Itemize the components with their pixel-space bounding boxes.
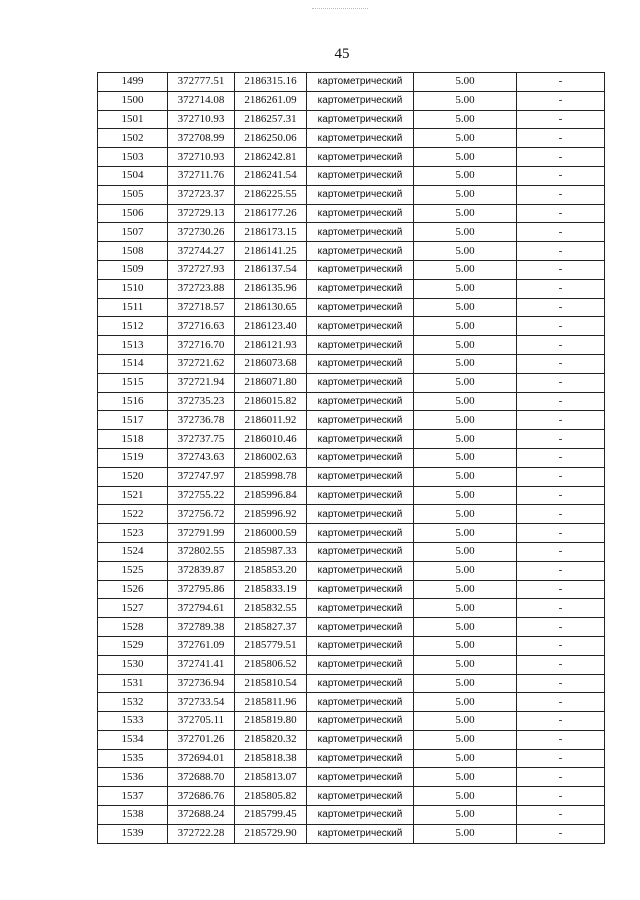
cell-y-coordinate: 2185819.80 [235,712,307,731]
cell-accuracy: 5.00 [414,712,517,731]
table-row [98,110,605,129]
table-row [98,411,605,430]
cell-note: - [517,806,605,825]
cell-y-coordinate: 2185779.51 [235,636,307,655]
cell-method: картометрический [307,768,414,787]
cell-accuracy: 5.00 [414,354,517,373]
cell-x-coordinate: 372789.38 [168,618,235,637]
cell-point-number: 1531 [98,674,168,693]
table-row [98,674,605,693]
cell-x-coordinate: 372736.94 [168,674,235,693]
coordinates-table-body [98,73,605,844]
table-row [98,166,605,185]
cell-point-number: 1518 [98,430,168,449]
cell-method: картометрический [307,204,414,223]
cell-accuracy: 5.00 [414,730,517,749]
cell-x-coordinate: 372736.78 [168,411,235,430]
cell-note: - [517,824,605,843]
cell-x-coordinate: 372744.27 [168,242,235,261]
cell-method: картометрический [307,279,414,298]
cell-method: картометрический [307,411,414,430]
cell-point-number: 1507 [98,223,168,242]
cell-accuracy: 5.00 [414,148,517,167]
cell-y-coordinate: 2186315.16 [235,73,307,92]
cell-x-coordinate: 372686.76 [168,787,235,806]
table-row [98,806,605,825]
cell-accuracy: 5.00 [414,580,517,599]
cell-accuracy: 5.00 [414,223,517,242]
cell-method: картометрический [307,674,414,693]
cell-y-coordinate: 2186000.59 [235,524,307,543]
cell-method: картометрический [307,787,414,806]
cell-x-coordinate: 372791.99 [168,524,235,543]
cell-y-coordinate: 2185833.19 [235,580,307,599]
cell-accuracy: 5.00 [414,486,517,505]
cell-point-number: 1535 [98,749,168,768]
table-row [98,279,605,298]
cell-y-coordinate: 2185813.07 [235,768,307,787]
cell-y-coordinate: 2185998.78 [235,467,307,486]
cell-x-coordinate: 372802.55 [168,542,235,561]
table-row [98,392,605,411]
cell-point-number: 1526 [98,580,168,599]
cell-accuracy: 5.00 [414,260,517,279]
cell-y-coordinate: 2186011.92 [235,411,307,430]
cell-y-coordinate: 2186225.55 [235,185,307,204]
cell-x-coordinate: 372795.86 [168,580,235,599]
cell-y-coordinate: 2186250.06 [235,129,307,148]
cell-note: - [517,354,605,373]
cell-point-number: 1502 [98,129,168,148]
cell-note: - [517,185,605,204]
table-row [98,448,605,467]
cell-note: - [517,524,605,543]
cell-note: - [517,580,605,599]
cell-y-coordinate: 2186135.96 [235,279,307,298]
cell-accuracy: 5.00 [414,279,517,298]
cell-x-coordinate: 372735.23 [168,392,235,411]
cell-x-coordinate: 372711.76 [168,166,235,185]
cell-note: - [517,636,605,655]
table-row [98,618,605,637]
cell-accuracy: 5.00 [414,448,517,467]
cell-x-coordinate: 372694.01 [168,749,235,768]
cell-point-number: 1530 [98,655,168,674]
cell-note: - [517,693,605,712]
table-row [98,824,605,843]
cell-y-coordinate: 2186177.26 [235,204,307,223]
cell-method: картометрический [307,317,414,336]
cell-y-coordinate: 2186242.81 [235,148,307,167]
table-row [98,636,605,655]
cell-x-coordinate: 372727.93 [168,260,235,279]
cell-method: картометрический [307,749,414,768]
cell-accuracy: 5.00 [414,561,517,580]
cell-method: картометрический [307,298,414,317]
cell-x-coordinate: 372710.93 [168,148,235,167]
cell-accuracy: 5.00 [414,336,517,355]
cell-accuracy: 5.00 [414,824,517,843]
table-row [98,373,605,392]
cell-point-number: 1520 [98,467,168,486]
cell-x-coordinate: 372755.22 [168,486,235,505]
cell-x-coordinate: 372777.51 [168,73,235,92]
cell-method: картометрический [307,580,414,599]
table-row [98,655,605,674]
cell-accuracy: 5.00 [414,524,517,543]
cell-point-number: 1513 [98,336,168,355]
table-row [98,580,605,599]
cell-accuracy: 5.00 [414,806,517,825]
table-row [98,730,605,749]
cell-point-number: 1500 [98,91,168,110]
cell-note: - [517,260,605,279]
cell-method: картометрический [307,242,414,261]
table-row [98,298,605,317]
cell-method: картометрический [307,185,414,204]
cell-y-coordinate: 2185810.54 [235,674,307,693]
cell-point-number: 1521 [98,486,168,505]
cell-point-number: 1539 [98,824,168,843]
cell-accuracy: 5.00 [414,411,517,430]
cell-method: картометрический [307,824,414,843]
cell-method: картометрический [307,166,414,185]
cell-note: - [517,166,605,185]
cell-method: картометрический [307,129,414,148]
cell-x-coordinate: 372721.62 [168,354,235,373]
cell-y-coordinate: 2185832.55 [235,599,307,618]
cell-note: - [517,148,605,167]
cell-x-coordinate: 372701.26 [168,730,235,749]
table-row [98,336,605,355]
cell-accuracy: 5.00 [414,185,517,204]
cell-point-number: 1505 [98,185,168,204]
cell-point-number: 1533 [98,712,168,731]
cell-note: - [517,317,605,336]
cell-point-number: 1529 [98,636,168,655]
table-row [98,542,605,561]
cell-accuracy: 5.00 [414,749,517,768]
cell-y-coordinate: 2186073.68 [235,354,307,373]
cell-point-number: 1528 [98,618,168,637]
table-row [98,260,605,279]
cell-point-number: 1525 [98,561,168,580]
coordinates-table [97,72,605,844]
cell-accuracy: 5.00 [414,91,517,110]
cell-method: картометрический [307,561,414,580]
cell-note: - [517,749,605,768]
cell-method: картометрический [307,448,414,467]
table-row [98,787,605,806]
cell-note: - [517,768,605,787]
cell-note: - [517,223,605,242]
cell-x-coordinate: 372729.13 [168,204,235,223]
cell-method: картометрический [307,693,414,712]
table-row [98,242,605,261]
cell-point-number: 1523 [98,524,168,543]
cell-point-number: 1538 [98,806,168,825]
cell-accuracy: 5.00 [414,787,517,806]
cell-method: картометрический [307,636,414,655]
cell-point-number: 1532 [98,693,168,712]
cell-accuracy: 5.00 [414,298,517,317]
cell-method: картометрический [307,430,414,449]
cell-x-coordinate: 372721.94 [168,373,235,392]
cell-x-coordinate: 372714.08 [168,91,235,110]
cell-point-number: 1509 [98,260,168,279]
table-row [98,185,605,204]
cell-note: - [517,129,605,148]
cell-method: картометрический [307,730,414,749]
cell-note: - [517,655,605,674]
cell-x-coordinate: 372688.70 [168,768,235,787]
cell-note: - [517,110,605,129]
table-row [98,148,605,167]
cell-accuracy: 5.00 [414,674,517,693]
page-number: 45 [334,46,350,62]
table-row [98,204,605,223]
cell-point-number: 1534 [98,730,168,749]
table-row [98,129,605,148]
cell-note: - [517,73,605,92]
cell-point-number: 1537 [98,787,168,806]
cell-point-number: 1503 [98,148,168,167]
table-row [98,505,605,524]
cell-point-number: 1514 [98,354,168,373]
cell-accuracy: 5.00 [414,768,517,787]
cell-y-coordinate: 2185820.32 [235,730,307,749]
cell-y-coordinate: 2186261.09 [235,91,307,110]
cell-method: картометрический [307,806,414,825]
cell-y-coordinate: 2186257.31 [235,110,307,129]
cell-method: картометрический [307,524,414,543]
cell-point-number: 1522 [98,505,168,524]
cell-y-coordinate: 2185987.33 [235,542,307,561]
table-row [98,467,605,486]
cell-y-coordinate: 2185853.20 [235,561,307,580]
cell-y-coordinate: 2185996.84 [235,486,307,505]
table-row [98,749,605,768]
cell-y-coordinate: 2186123.40 [235,317,307,336]
cell-point-number: 1517 [98,411,168,430]
cell-method: картометрический [307,655,414,674]
cell-x-coordinate: 372716.63 [168,317,235,336]
cell-accuracy: 5.00 [414,618,517,637]
cell-y-coordinate: 2186071.80 [235,373,307,392]
cell-method: картометрический [307,148,414,167]
cell-x-coordinate: 372722.28 [168,824,235,843]
cell-accuracy: 5.00 [414,505,517,524]
cell-note: - [517,712,605,731]
cell-note: - [517,242,605,261]
cell-method: картометрический [307,542,414,561]
cell-note: - [517,730,605,749]
cell-y-coordinate: 2185996.92 [235,505,307,524]
cell-method: картометрический [307,91,414,110]
cell-y-coordinate: 2186002.63 [235,448,307,467]
cell-y-coordinate: 2185811.96 [235,693,307,712]
cell-y-coordinate: 2186130.65 [235,298,307,317]
cell-point-number: 1527 [98,599,168,618]
cell-point-number: 1536 [98,768,168,787]
cell-point-number: 1511 [98,298,168,317]
cell-x-coordinate: 372794.61 [168,599,235,618]
cell-note: - [517,392,605,411]
cell-note: - [517,618,605,637]
cell-y-coordinate: 2185818.38 [235,749,307,768]
cell-method: картометрический [307,373,414,392]
cell-accuracy: 5.00 [414,73,517,92]
cell-x-coordinate: 372730.26 [168,223,235,242]
cell-accuracy: 5.00 [414,467,517,486]
cell-accuracy: 5.00 [414,166,517,185]
cell-note: - [517,787,605,806]
cell-x-coordinate: 372688.24 [168,806,235,825]
table-row [98,317,605,336]
cell-point-number: 1512 [98,317,168,336]
cell-note: - [517,373,605,392]
cell-x-coordinate: 372743.63 [168,448,235,467]
cell-note: - [517,542,605,561]
table-row [98,524,605,543]
cell-point-number: 1515 [98,373,168,392]
cell-y-coordinate: 2186141.25 [235,242,307,261]
cell-note: - [517,561,605,580]
cell-accuracy: 5.00 [414,542,517,561]
cell-y-coordinate: 2185729.90 [235,824,307,843]
cell-x-coordinate: 372737.75 [168,430,235,449]
table-row [98,91,605,110]
cell-x-coordinate: 372718.57 [168,298,235,317]
table-row [98,599,605,618]
cell-note: - [517,279,605,298]
cell-point-number: 1519 [98,448,168,467]
cell-point-number: 1510 [98,279,168,298]
cell-point-number: 1508 [98,242,168,261]
cell-y-coordinate: 2186173.15 [235,223,307,242]
cell-accuracy: 5.00 [414,599,517,618]
cell-note: - [517,505,605,524]
cell-x-coordinate: 372756.72 [168,505,235,524]
table-row [98,430,605,449]
cell-y-coordinate: 2185827.37 [235,618,307,637]
cell-y-coordinate: 2186137.54 [235,260,307,279]
table-row [98,486,605,505]
cell-method: картометрический [307,73,414,92]
cell-method: картометрический [307,223,414,242]
cell-x-coordinate: 372761.09 [168,636,235,655]
cell-y-coordinate: 2185806.52 [235,655,307,674]
cell-method: картометрический [307,336,414,355]
cell-accuracy: 5.00 [414,129,517,148]
cell-note: - [517,411,605,430]
cell-x-coordinate: 372708.99 [168,129,235,148]
cell-y-coordinate: 2186010.46 [235,430,307,449]
cell-y-coordinate: 2185805.82 [235,787,307,806]
cell-accuracy: 5.00 [414,317,517,336]
cell-x-coordinate: 372705.11 [168,712,235,731]
cell-accuracy: 5.00 [414,204,517,223]
cell-method: картометрический [307,354,414,373]
cell-x-coordinate: 372723.88 [168,279,235,298]
cell-note: - [517,486,605,505]
cell-accuracy: 5.00 [414,373,517,392]
cell-method: картометрический [307,260,414,279]
cell-accuracy: 5.00 [414,693,517,712]
cell-method: картометрический [307,712,414,731]
table-row [98,712,605,731]
cell-y-coordinate: 2186121.93 [235,336,307,355]
cell-point-number: 1524 [98,542,168,561]
cell-accuracy: 5.00 [414,430,517,449]
cell-method: картометрический [307,392,414,411]
table-row [98,768,605,787]
table-row [98,73,605,92]
cell-method: картометрический [307,505,414,524]
cell-accuracy: 5.00 [414,636,517,655]
cell-note: - [517,674,605,693]
cell-accuracy: 5.00 [414,110,517,129]
cell-method: картометрический [307,110,414,129]
cell-note: - [517,599,605,618]
cell-note: - [517,204,605,223]
cell-note: - [517,448,605,467]
cell-method: картометрический [307,618,414,637]
cell-x-coordinate: 372710.93 [168,110,235,129]
cell-point-number: 1499 [98,73,168,92]
cell-x-coordinate: 372839.87 [168,561,235,580]
cell-accuracy: 5.00 [414,242,517,261]
cell-x-coordinate: 372723.37 [168,185,235,204]
cell-accuracy: 5.00 [414,655,517,674]
cell-x-coordinate: 372741.41 [168,655,235,674]
cell-note: - [517,336,605,355]
cell-point-number: 1506 [98,204,168,223]
cell-point-number: 1516 [98,392,168,411]
cell-x-coordinate: 372716.70 [168,336,235,355]
cell-point-number: 1504 [98,166,168,185]
cell-point-number: 1501 [98,110,168,129]
table-row [98,223,605,242]
cell-y-coordinate: 2186015.82 [235,392,307,411]
cell-y-coordinate: 2186241.54 [235,166,307,185]
cell-note: - [517,467,605,486]
table-row [98,693,605,712]
table-row [98,561,605,580]
cell-method: картометрический [307,599,414,618]
cell-x-coordinate: 372733.54 [168,693,235,712]
table-row [98,354,605,373]
cell-note: - [517,298,605,317]
cell-note: - [517,430,605,449]
cell-note: - [517,91,605,110]
cell-method: картометрический [307,486,414,505]
scan-artifact [312,8,368,11]
cell-method: картометрический [307,467,414,486]
cell-x-coordinate: 372747.97 [168,467,235,486]
cell-accuracy: 5.00 [414,392,517,411]
cell-y-coordinate: 2185799.45 [235,806,307,825]
